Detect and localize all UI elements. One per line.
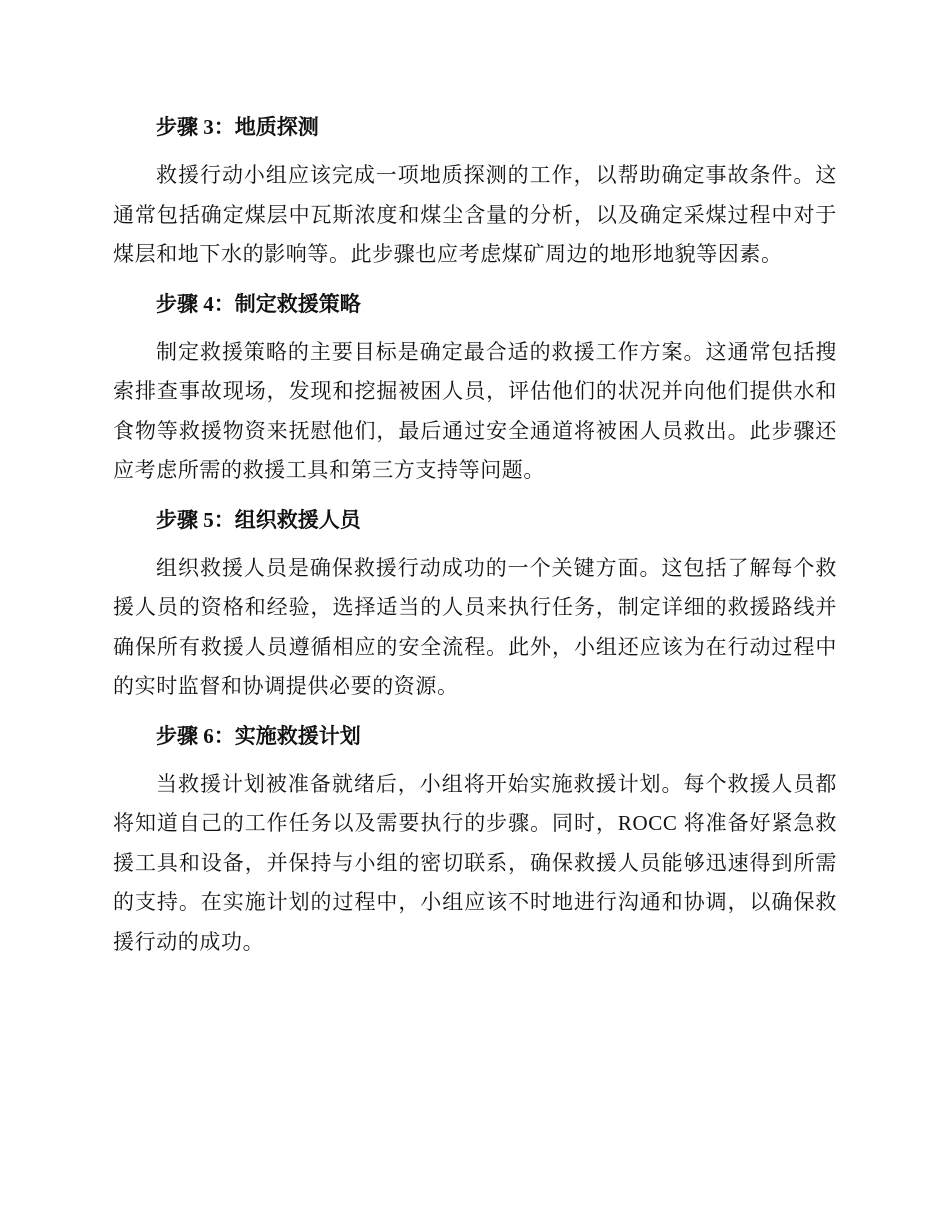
document-body xyxy=(113,108,837,962)
section-step-4 xyxy=(113,285,837,501)
section-heading: 步骤 5：组织救援人员 xyxy=(156,507,361,532)
section-step-3 xyxy=(113,108,837,285)
section-paragraph: 制定救援策略的主要目标是确定最合适的救援工作方案。这通常包括搜索排查事故现场，发现和挖掘被困人员，评估他们的状况并向他们提供水和食物等救援物资来抚慰他们，最后通过安全通道将被困人员救出。此步骤还应考虑所需的救援工具和第三方支持等问题。 xyxy=(113,339,837,482)
section-step-5 xyxy=(113,501,837,717)
section-paragraph: 当救援计划被准备就绪后，小组将开始实施救援计划。每个救援人员都将知道自己的工作任务以及需要执行的步骤。同时，ROCC 将准备好紧急救援工具和设备，并保持与小组的密切联系，确保救援人员能够迅速得到所需的支持。在实施计划的过程中，小组应该不时地进行沟通和协调，以确保救援行动的成功。 xyxy=(113,771,837,954)
section-heading: 步骤 4：制定救援策略 xyxy=(156,291,361,316)
section-paragraph: 组织救援人员是确保救援行动成功的一个关键方面。这包括了解每个救援人员的资格和经验，选择适当的人员来执行任务，制定详细的救援路线并确保所有救援人员遵循相应的安全流程。此外，小组还应该为在行动过程中的实时监督和协调提供必要的资源。 xyxy=(113,555,837,698)
section-heading: 步骤 3：地质探测 xyxy=(156,115,319,139)
section-step-6 xyxy=(113,717,837,963)
section-heading: 步骤 6：实施救援计划 xyxy=(156,723,361,748)
section-paragraph: 救援行动小组应该完成一项地质探测的工作，以帮助确定事故条件。这通常包括确定煤层中瓦斯浓度和煤尘含量的分析，以及确定采煤过程中对于煤层和地下水的影响等。此步骤也应考虑煤矿周边的地形地貌等因素。 xyxy=(113,163,837,266)
